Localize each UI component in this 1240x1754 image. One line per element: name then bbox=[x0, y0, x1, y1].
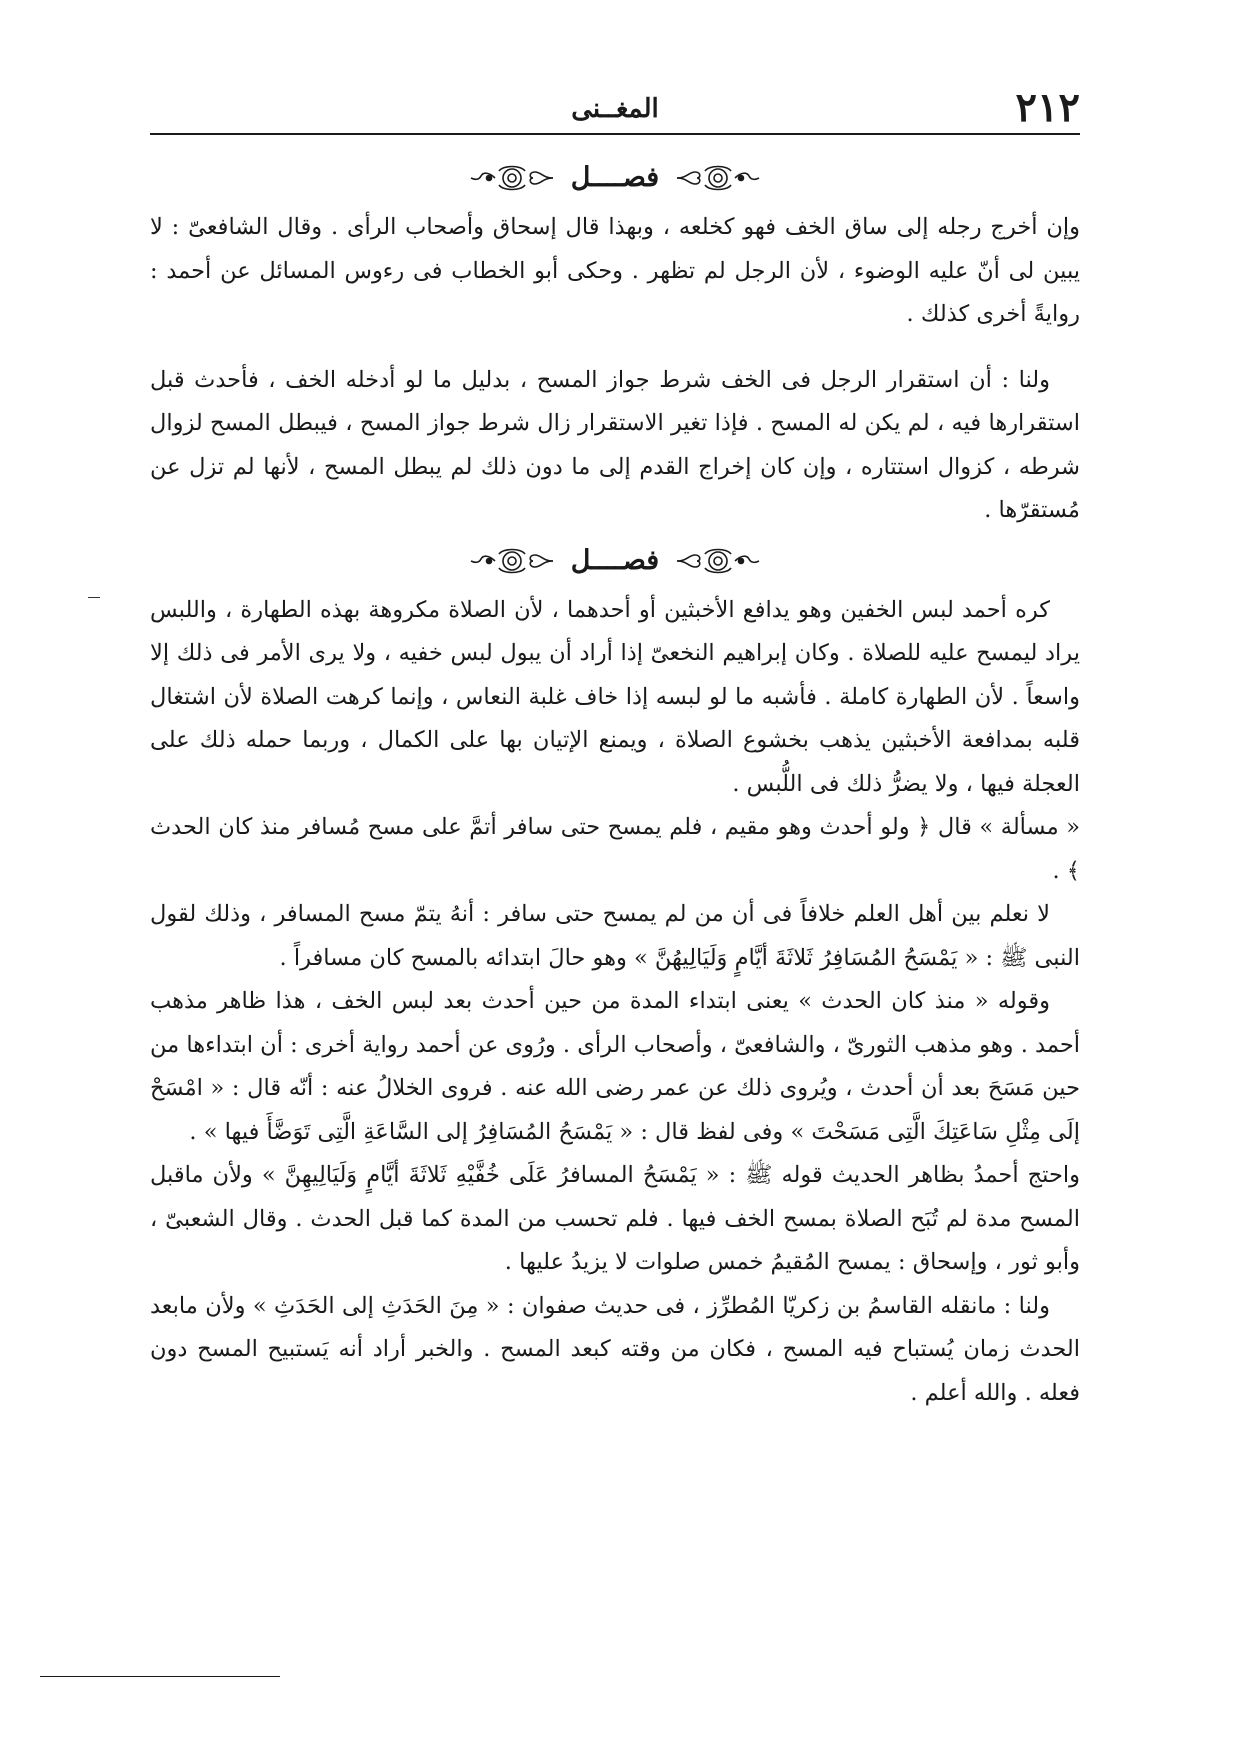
header-rule bbox=[150, 133, 1080, 135]
section-heading-1 bbox=[150, 150, 1080, 206]
section-title: فصــــل bbox=[570, 162, 660, 194]
paragraph: لا نعلم بين أهل العلم خلافاً فى أن من لم يمسح حتى سافر : أنهُ يتمّ مسح المسافر ، وذلك لقول النبى ﷺ : « يَمْسَحُ المُسَافِرُ ثَلاثَةَ أيَّامٍ وَلَيَالِيهُنَّ » وهو حالَ ابتدائه بالمسح كان مسافراً . bbox=[150, 901, 1080, 971]
paragraph: « مسألة » قال ﴿ ولو أحدث وهو مقيم ، فلم يمسح حتى سافر أتمَّ على مسح مُسافر منذ كان الحدث ﴾ . bbox=[150, 814, 1080, 884]
page-header bbox=[150, 80, 1080, 135]
page-number: ٢١٢ bbox=[1015, 84, 1080, 131]
paragraph: ولنا : أن استقرار الرجل فى الخف شرط جواز المسح ، بدليل ما لو أدخله الخف ، فأحدث قبل استقرارها فيه ، لم يكن له المسح . فإذا تغير الاستقرار زال شرط جواز المسح ، فيبطل المسح لزوال شرطه ، كزوال استتاره ، وإن كان إخراج القدم إلى ما دون ذلك لم يبطل المسح ، لأنها لم تزل عن مُستقرّها . bbox=[150, 366, 1080, 523]
footer-rule bbox=[40, 1676, 280, 1677]
ornament-right-icon bbox=[675, 163, 761, 193]
paragraph: وإن أخرج رجله إلى ساق الخف فهو كخلعه ، وبهذا قال إسحاق وأصحاب الرأى . وقال الشافعىّ : لا يبين لى أنّ عليه الوضوء ، لأن الرجل لم تظهر . وحكى أبو الخطاب فى رءوس المسائل عن أحمد : روايةً أخرى كذلك . bbox=[150, 214, 1080, 327]
paragraph: وقوله « منذ كان الحدث » يعنى ابتداء المدة من حين أحدث بعد لبس الخف ، هذا ظاهر مذهب أحمد . وهو مذهب الثورىّ ، والشافعىّ ، وأصحاب الرأى . ورُوى عن أحمد رواية أخرى : أن ابتداءها من حين مَسَحَ بعد أن أحدث ، ويُروى ذلك عن عمر رضى الله عنه . فروى الخلالُ عنه : أنّه قال : « امْسَحْ إلَى مِثْلِ سَاعَتِكَ الَّتِى مَسَحْتَ » وفى لفظ قال : « يَمْسَحُ المُسَافِرُ إلى السَّاعَةِ الَّتِى تَوَضَّأَ فيها » . bbox=[150, 988, 1080, 1145]
paragraph: واحتج أحمدُ بظاهر الحديث قوله ﷺ : « يَمْسَحُ المسافرُ عَلَى خُفَّيْهِ ثَلاثَةَ أيَّامٍ وَلَيَالِيهِنَّ » ولأن ماقبل المسح مدة لم تُبَح الصلاة بمسح الخف فيها . فلم تحسب من المدة كما قبل الحدث . وقال الشعبىّ ، وأبو ثور ، وإسحاق : يمسح المُقيمُ خمس صلوات لا يزيدُ عليها . bbox=[150, 1162, 1080, 1275]
section-title: فصــــل bbox=[570, 544, 660, 576]
running-title: المغــنى bbox=[571, 94, 659, 124]
ornament-left-icon bbox=[469, 163, 555, 193]
margin-mark bbox=[88, 597, 100, 598]
ornament-right-icon bbox=[675, 546, 761, 576]
ornament-left-icon bbox=[469, 546, 555, 576]
page-body bbox=[150, 150, 1080, 1415]
section-heading-2 bbox=[150, 533, 1080, 589]
paragraph: كره أحمد لبس الخفين وهو يدافع الأخبثين أو أحدهما ، لأن الصلاة مكروهة بهذه الطهارة ، واللبس يراد ليمسح عليه للصلاة . وكان إبراهيم النخعىّ إذا أراد أن يبول لبس خفيه ، ولا يرى الأمر فى ذلك إلا واسعاً . لأن الطهارة كاملة . فأشبه ما لو لبسه إذا خاف غلبة النعاس ، وإنما كرهت الصلاة لأن اشتغال قلبه بمدافعة الأخبثين يذهب بخشوع الصلاة ، ويمنع الإتيان بها على الكمال ، وربما حمله ذلك على العجلة فيها ، ولا يضرُّ ذلك فى اللُّبس . bbox=[150, 596, 1080, 797]
paragraph: ولنا : مانقله القاسمُ بن زكريّا المُطرِّز ، فى حديث صفوان : « مِنَ الحَدَثِ إلى الحَدَثِ » ولأن مابعد الحدث زمان يُستباح فيه المسح ، فكان من وقته كبعد المسح . والخبر أراد أنه يَستبيح المسح دون فعله . والله أعلم . bbox=[150, 1292, 1080, 1406]
